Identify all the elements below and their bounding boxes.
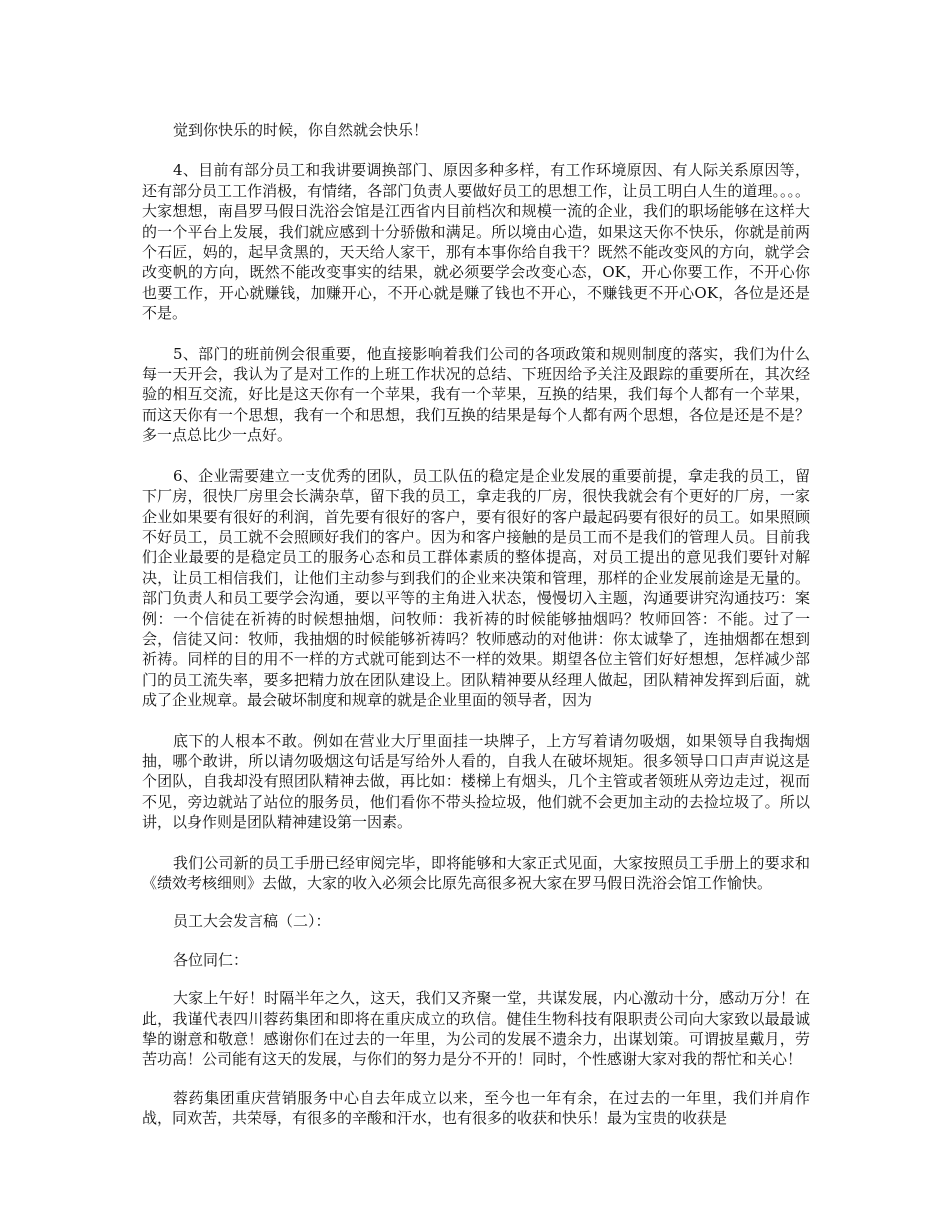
paragraph-opening-thanks: 大家上午好！时隔半年之久，这天，我们又齐聚一堂，共谋发展，内心激动十分，感动万分！在此，我谨代表四川蓉药集团和即将在重庆成立的玖信。健佳生物科技有限职责公司向大家致以最最诚挚的谢意和敬意！感谢你们在过去的一年里，为公司的发展不遗余力，出谋划策。可谓披星戴月，劳苦功高！公司能有这天的发展，与你们的努力是分不开的！同时，个性感谢大家对我的帮忙和关心！ — [142, 989, 810, 1069]
paragraph-leadership-example: 底下的人根本不敢。例如在营业大厅里面挂一块牌子，上方写着请勿吸烟，如果领导自我掏烟抽，哪个敢讲，所以请勿吸烟这句话是写给外人看的，自我人在破坏规矩。很多领导口口声声说这是个团队，自我却没有照团队精神去做，再比如：楼梯上有烟头，几个主管或者领班从旁边走过，视而不见，旁边就站了站位的服务员，他们看你不带头捡垃圾，他们就不会更加主动的去捡垃圾了。所以讲，以身作则是团队精神建设第一因素。 — [142, 731, 810, 832]
paragraph-employee-handbook: 我们公司新的员工手册已经审阅完毕，即将能够和大家正式见面，大家按照员工手册上的要求和《绩效考核细则》去做，大家的收入必须会比原先高很多祝大家在罗马假日洗浴会馆工作愉快。 — [142, 853, 810, 892]
paragraph-point-6: 6、企业需要建立一支优秀的团队，员工队伍的稳定是企业发展的重要前提，拿走我的员工，留下厂房，很快厂房里会长满杂草，留下我的员工，拿走我的厂房，很快我就会有个更好的厂房，一家企业如果要有很好的利润，首先要有很好的客户，要有很好的客户最起码要有很好的员工。如果照顾不好员工，员工就不会照顾好我们的客户。因为和客户接触的是员工而不是我们的管理人员。目前我们企业最要的是稳定员工的服务心态和员工群体素质的整体提高，对员工提出的意见我们要针对解决，让员工相信我们，让他们主动参与到我们的企业来决策和管理，那样的企业发展前途是无量的。部门负责人和员工要学会沟通，要以平等的主角进入状态，慢慢切入主题，沟通要讲究沟通技巧：案例：一个信徒在祈祷的时候想抽烟，问牧师：我祈祷的时候能够抽烟吗？牧师回答：不能。过了一会，信徒又问：牧师，我抽烟的时候能够祈祷吗？牧师感动的对他讲：你太诚挚了，连抽烟都在想到祈祷。同样的目的用不一样的方式就可能到达不一样的效果。期望各位主管们好好想想，怎样减少部门的员工流失率，要多把精力放在团队建设上。团队精神要从经理人做起，团队精神发挥到后面，就成了企业规章。最会破坏制度和规章的就是企业里面的领导者，因为 — [142, 466, 810, 710]
paragraph-service-center: 蓉药集团重庆营销服务中心自去年成立以来，至今也一年有余，在过去的一年里，我们并肩作战，同欢苦，共荣辱，有很多的辛酸和汗水，也有很多的收获和快乐！最为宝贵的收获是 — [142, 1088, 810, 1128]
paragraph-closing-line: 觉到你快乐的时候，你自然就会快乐！ — [173, 121, 429, 139]
paragraph-point-5: 5、部门的班前例会很重要，他直接影响着我们公司的各项政策和规则制度的落实，我们为什么每一天开会，我认为了是对工作的上班工作状况的总结、下班因给予关注及跟踪的重要所在，其次经验的相互交流，好比是这天你有一个苹果，我有一个苹果，互换的结果，我们每个人都有一个苹果，而这天你有一个思想，我有一个和思想，我们互换的结果是每个人都有两个思想，各位是还是不是？多一点总比少一点好。 — [142, 344, 810, 445]
speech-title: 员工大会发言稿（二）： — [173, 912, 331, 931]
paragraph-point-4: 4、目前有部分员工和我讲要调换部门、原因多种多样，有工作环境原因、有人际关系原因等，还有部分员工工作消极，有情绪，各部门负责人要做好员工的思想工作，让员工明白人生的道理。。。。大家想想，南昌罗马假日洗浴会馆是江西省内目前档次和规模一流的企业，我们的职场能够在这样大的一个平台上发展，我们就应感到十分骄傲和满足。所以境由心造，如果这天你不快乐，你就是前两个石匠，妈的，起早贪黑的，天天给人家干，那有本事你给自我干？既然不能改变风的方向，就学会改变帆的方向，既然不能改变事实的结果，就必须要学会改变心态，OK，开心你要工作，不开心你也要工作，开心就赚钱，加赚开心，不开心就是赚了钱也不开心，不赚钱更不开心OK，各位是还是不是。 — [142, 161, 810, 323]
speech-greeting: 各位同仁： — [173, 950, 249, 969]
document-page — [142, 120, 810, 1129]
